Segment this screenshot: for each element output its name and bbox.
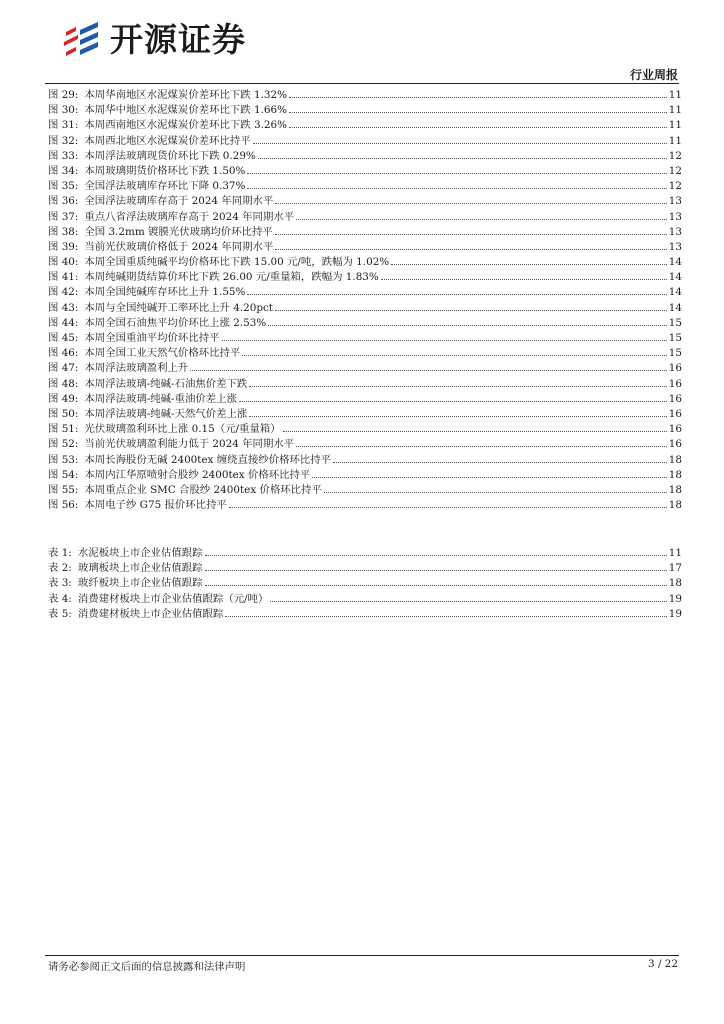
dot-leader <box>275 203 666 204</box>
toc-entry-title: 本周浮法玻璃-纯碱-石油焦价差下跌 <box>84 377 248 390</box>
figure-entry[interactable] <box>48 134 682 149</box>
toc-entry-label: 图 50: <box>48 407 79 420</box>
toc-entry-page: 18 <box>668 499 682 512</box>
toc-entry-label: 图 34: <box>48 164 79 177</box>
toc-entry-label: 图 31: <box>48 119 79 132</box>
dot-leader <box>391 264 667 265</box>
figure-entry[interactable] <box>48 422 682 437</box>
toc-entry-label: 表 4: <box>48 592 72 605</box>
figure-entry[interactable] <box>48 210 682 225</box>
toc-entry-label: 表 5: <box>48 607 72 620</box>
toc-entry-page: 18 <box>668 483 682 496</box>
dot-leader <box>239 401 667 402</box>
toc-entry-page: 11 <box>668 134 682 147</box>
toc-entry-page: 17 <box>668 562 682 575</box>
dot-leader <box>289 97 667 98</box>
figure-list <box>48 88 682 513</box>
dot-leader <box>242 355 666 356</box>
toc-entry-title: 当前光伏玻璃价格低于 2024 年同期水平 <box>84 240 274 253</box>
toc-entry-page: 11 <box>668 547 682 559</box>
toc-entry-page: 11 <box>668 104 682 117</box>
dot-leader <box>190 370 666 371</box>
figure-entry[interactable] <box>48 301 682 316</box>
figure-entry[interactable] <box>48 225 682 240</box>
toc-entry-label: 图 41: <box>48 271 79 284</box>
figure-entry[interactable] <box>48 164 682 179</box>
table-entry[interactable] <box>48 607 682 622</box>
figure-entry[interactable] <box>48 498 682 513</box>
toc-entry-page: 11 <box>668 89 682 101</box>
toc-entry-page: 14 <box>668 301 682 314</box>
figure-entry[interactable] <box>48 179 682 194</box>
toc-entry-page: 16 <box>668 438 682 451</box>
table-entry[interactable] <box>48 592 682 607</box>
header-divider <box>45 83 679 84</box>
brand-name: 开源证券 <box>110 20 246 59</box>
toc-entry-page: 16 <box>668 407 682 420</box>
dot-leader <box>296 219 667 220</box>
dot-leader <box>275 249 666 250</box>
figure-entry[interactable] <box>48 88 682 103</box>
toc-entry-label: 图 49: <box>48 392 79 405</box>
toc-entry-label: 图 46: <box>48 347 79 360</box>
toc-entry-label: 图 51: <box>48 423 79 436</box>
toc-entry-title: 本周华中地区水泥煤炭价差环比下跌 1.66% <box>84 104 287 117</box>
dot-leader <box>247 173 666 174</box>
toc-entry-page: 18 <box>668 453 682 466</box>
toc-entry-label: 图 35: <box>48 180 79 193</box>
toc-entry-title: 本周全国重质纯碱平均价格环比下跌 15.00 元/吨，跌幅为 1.02% <box>84 256 390 269</box>
toc-entry-title: 本周全国重油平均价环比持平 <box>84 332 220 344</box>
toc-entry-page: 16 <box>668 377 682 390</box>
table-list <box>48 546 682 622</box>
figure-entry[interactable] <box>48 453 682 468</box>
dot-leader <box>229 507 667 508</box>
dot-leader <box>253 143 667 144</box>
toc-entry-label: 图 52: <box>48 438 79 451</box>
figure-entry[interactable] <box>48 270 682 285</box>
toc-entry-page: 19 <box>668 592 682 605</box>
figure-entry[interactable] <box>48 194 682 209</box>
footer-divider <box>45 955 679 956</box>
toc-entry-label: 图 43: <box>48 301 79 314</box>
figure-entry[interactable] <box>48 255 682 270</box>
toc-entry-title: 消费建材板块上市企业估值跟踪（元/吨） <box>77 592 269 605</box>
toc-entry-title: 本周浮法玻璃-纯碱-天然气价差上涨 <box>84 407 248 420</box>
toc-entry-label: 图 47: <box>48 362 79 375</box>
footer-disclaimer: 请务必参阅正文后面的信息披露和法律声明 <box>48 961 246 973</box>
brand-logo <box>60 18 246 62</box>
toc-entry-title: 全国浮法玻璃库存环比下降 0.37% <box>84 180 246 193</box>
toc-entry-label: 表 3: <box>48 577 72 590</box>
toc-entry-page: 16 <box>668 423 682 436</box>
dot-leader <box>381 279 667 280</box>
toc-entry-title: 全国浮法玻璃库存高于 2024 年同期水平 <box>84 195 274 208</box>
toc-entry-label: 表 1: <box>48 547 72 559</box>
toc-entry-title: 本周纯碱期货结算价环比下跌 26.00 元/重量箱，跌幅为 1.83% <box>84 271 379 284</box>
toc-entry-title: 本周华南地区水泥煤炭价差环比下跌 1.32% <box>84 89 287 101</box>
toc-entry-page: 15 <box>668 332 682 344</box>
toc-entry-title: 本周全国石油焦平均价环比上涨 2.53% <box>84 316 267 329</box>
figure-entry[interactable] <box>48 331 682 346</box>
toc-entry-label: 图 40: <box>48 256 79 269</box>
dot-leader <box>296 446 667 447</box>
dot-leader <box>324 492 667 493</box>
toc-entry-page: 14 <box>668 271 682 284</box>
dot-leader <box>312 477 666 478</box>
toc-entry-label: 图 54: <box>48 468 79 481</box>
toc-entry-label: 图 36: <box>48 195 79 208</box>
toc-entry-title: 水泥板块上市企业估值跟踪 <box>77 547 203 559</box>
toc-entry-page: 14 <box>668 286 682 299</box>
toc-entry-title: 本周内江华原喷射合股纱 2400tex 价格环比持平 <box>84 468 311 481</box>
toc-entry-title: 本周重点企业 SMC 合股纱 2400tex 价格环比持平 <box>84 483 322 496</box>
figure-entry[interactable] <box>48 468 682 483</box>
toc-entry-title: 光伏玻璃盈利环比上涨 0.15（元/重量箱） <box>84 423 281 436</box>
figure-entry[interactable] <box>48 361 682 376</box>
toc-entry-page: 15 <box>668 316 682 329</box>
toc-entry-title: 本周西北地区水泥煤炭价差环比持平 <box>84 134 251 147</box>
table-entry[interactable] <box>48 576 682 591</box>
toc-entry-title: 重点八省浮法玻璃库存高于 2024 年同期水平 <box>84 210 295 223</box>
toc-entry-label: 图 32: <box>48 134 79 147</box>
dot-leader <box>268 325 667 326</box>
figure-entry[interactable] <box>48 346 682 361</box>
dot-leader <box>258 158 667 159</box>
toc-entry-title: 本周浮法玻璃-纯碱-重油价差上涨 <box>84 392 237 405</box>
toc-entry-label: 图 44: <box>48 316 79 329</box>
toc-entry-title: 本周西南地区水泥煤炭价差环比下跌 3.26% <box>84 119 287 132</box>
table-entry[interactable] <box>48 561 682 576</box>
dot-leader <box>275 310 667 311</box>
toc-entry-label: 图 37: <box>48 210 79 223</box>
page-number: 3 / 22 <box>648 958 678 970</box>
dot-leader <box>333 462 667 463</box>
dot-leader <box>222 340 667 341</box>
toc-entry-title: 本周玻璃期货价格环比下跌 1.50% <box>84 164 246 177</box>
toc-entry-page: 11 <box>668 119 682 132</box>
figure-entry[interactable] <box>48 149 682 164</box>
toc-entry-page: 18 <box>668 468 682 481</box>
toc-entry-label: 图 53: <box>48 453 79 466</box>
dot-leader <box>205 570 667 571</box>
toc-entry-title: 本周全国工业天然气价格环比持平 <box>84 347 241 360</box>
toc-entry-page: 12 <box>668 149 682 162</box>
toc-entry-page: 12 <box>668 180 682 193</box>
toc-entry-page: 15 <box>668 347 682 360</box>
toc-entry-label: 表 2: <box>48 562 72 575</box>
toc-entry-label: 图 56: <box>48 499 79 512</box>
figure-entry[interactable] <box>48 316 682 331</box>
dot-leader <box>249 386 666 387</box>
figure-entry[interactable] <box>48 392 682 407</box>
dot-leader <box>283 431 667 432</box>
toc-entry-page: 19 <box>668 607 682 620</box>
toc-entry-label: 图 39: <box>48 240 79 253</box>
toc-entry-title: 玻璃板块上市企业估值跟踪 <box>77 562 203 575</box>
toc-entry-label: 图 55: <box>48 483 79 496</box>
dot-leader <box>205 555 667 556</box>
dot-leader <box>205 585 667 586</box>
table-entry[interactable] <box>48 546 682 561</box>
toc-entry-label: 图 42: <box>48 286 79 299</box>
toc-entry-label: 图 33: <box>48 149 79 162</box>
toc-entry-page: 14 <box>668 256 682 269</box>
toc-entry-title: 本周与全国纯碱开工率环比上升 4.20pct <box>84 301 273 314</box>
figure-entry[interactable] <box>48 483 682 498</box>
report-type: 行业周报 <box>629 68 678 82</box>
toc-entry-page: 16 <box>668 362 682 375</box>
toc-entry-title: 本周浮法玻璃盈利上升 <box>84 362 189 375</box>
toc-entry-page: 13 <box>668 210 682 223</box>
dot-leader <box>289 112 667 113</box>
toc-entry-title: 本周长海股份无碱 2400tex 缠绕直接纱价格环比持平 <box>84 453 332 466</box>
toc-entry-label: 图 29: <box>48 89 79 101</box>
toc-entry-title: 消费建材板块上市企业估值跟踪 <box>77 607 224 620</box>
toc-entry-title: 玻纤板块上市企业估值跟踪 <box>77 577 203 590</box>
dot-leader <box>225 616 666 617</box>
dot-leader <box>275 234 667 235</box>
toc-entry-page: 13 <box>668 195 682 208</box>
figure-entry[interactable] <box>48 240 682 255</box>
toc-entry-title: 本周浮法玻璃现货价环比下跌 0.29% <box>84 149 256 162</box>
toc-entry-page: 16 <box>668 392 682 405</box>
toc-entry-label: 图 30: <box>48 104 79 117</box>
toc-entry-title: 当前光伏玻璃盈利能力低于 2024 年同期水平 <box>84 438 295 451</box>
dot-leader <box>249 416 666 417</box>
toc-entry-label: 图 48: <box>48 377 79 390</box>
toc-entry-label: 图 45: <box>48 332 79 344</box>
toc-entry-page: 12 <box>668 164 682 177</box>
dot-leader <box>270 601 666 602</box>
toc-entry-title: 全国 3.2mm 镀膜光伏玻璃均价环比持平 <box>84 225 273 238</box>
dot-leader <box>289 127 667 128</box>
dot-leader <box>247 294 666 295</box>
toc-entry-title: 本周全国纯碱库存环比上升 1.55% <box>84 286 246 299</box>
figure-entry[interactable] <box>48 407 682 422</box>
toc-entry-page: 13 <box>668 225 682 238</box>
brand-logo-icon <box>60 18 104 62</box>
figure-entry[interactable] <box>48 437 682 452</box>
toc-entry-label: 图 38: <box>48 225 79 238</box>
figure-entry[interactable] <box>48 118 682 133</box>
toc-entry-page: 18 <box>668 577 682 590</box>
toc-entry-title: 本周电子纱 G75 报价环比持平 <box>84 499 227 512</box>
figure-entry[interactable] <box>48 285 682 300</box>
toc-entry-page: 13 <box>668 240 682 253</box>
figure-entry[interactable] <box>48 377 682 392</box>
dot-leader <box>247 188 666 189</box>
figure-entry[interactable] <box>48 103 682 118</box>
